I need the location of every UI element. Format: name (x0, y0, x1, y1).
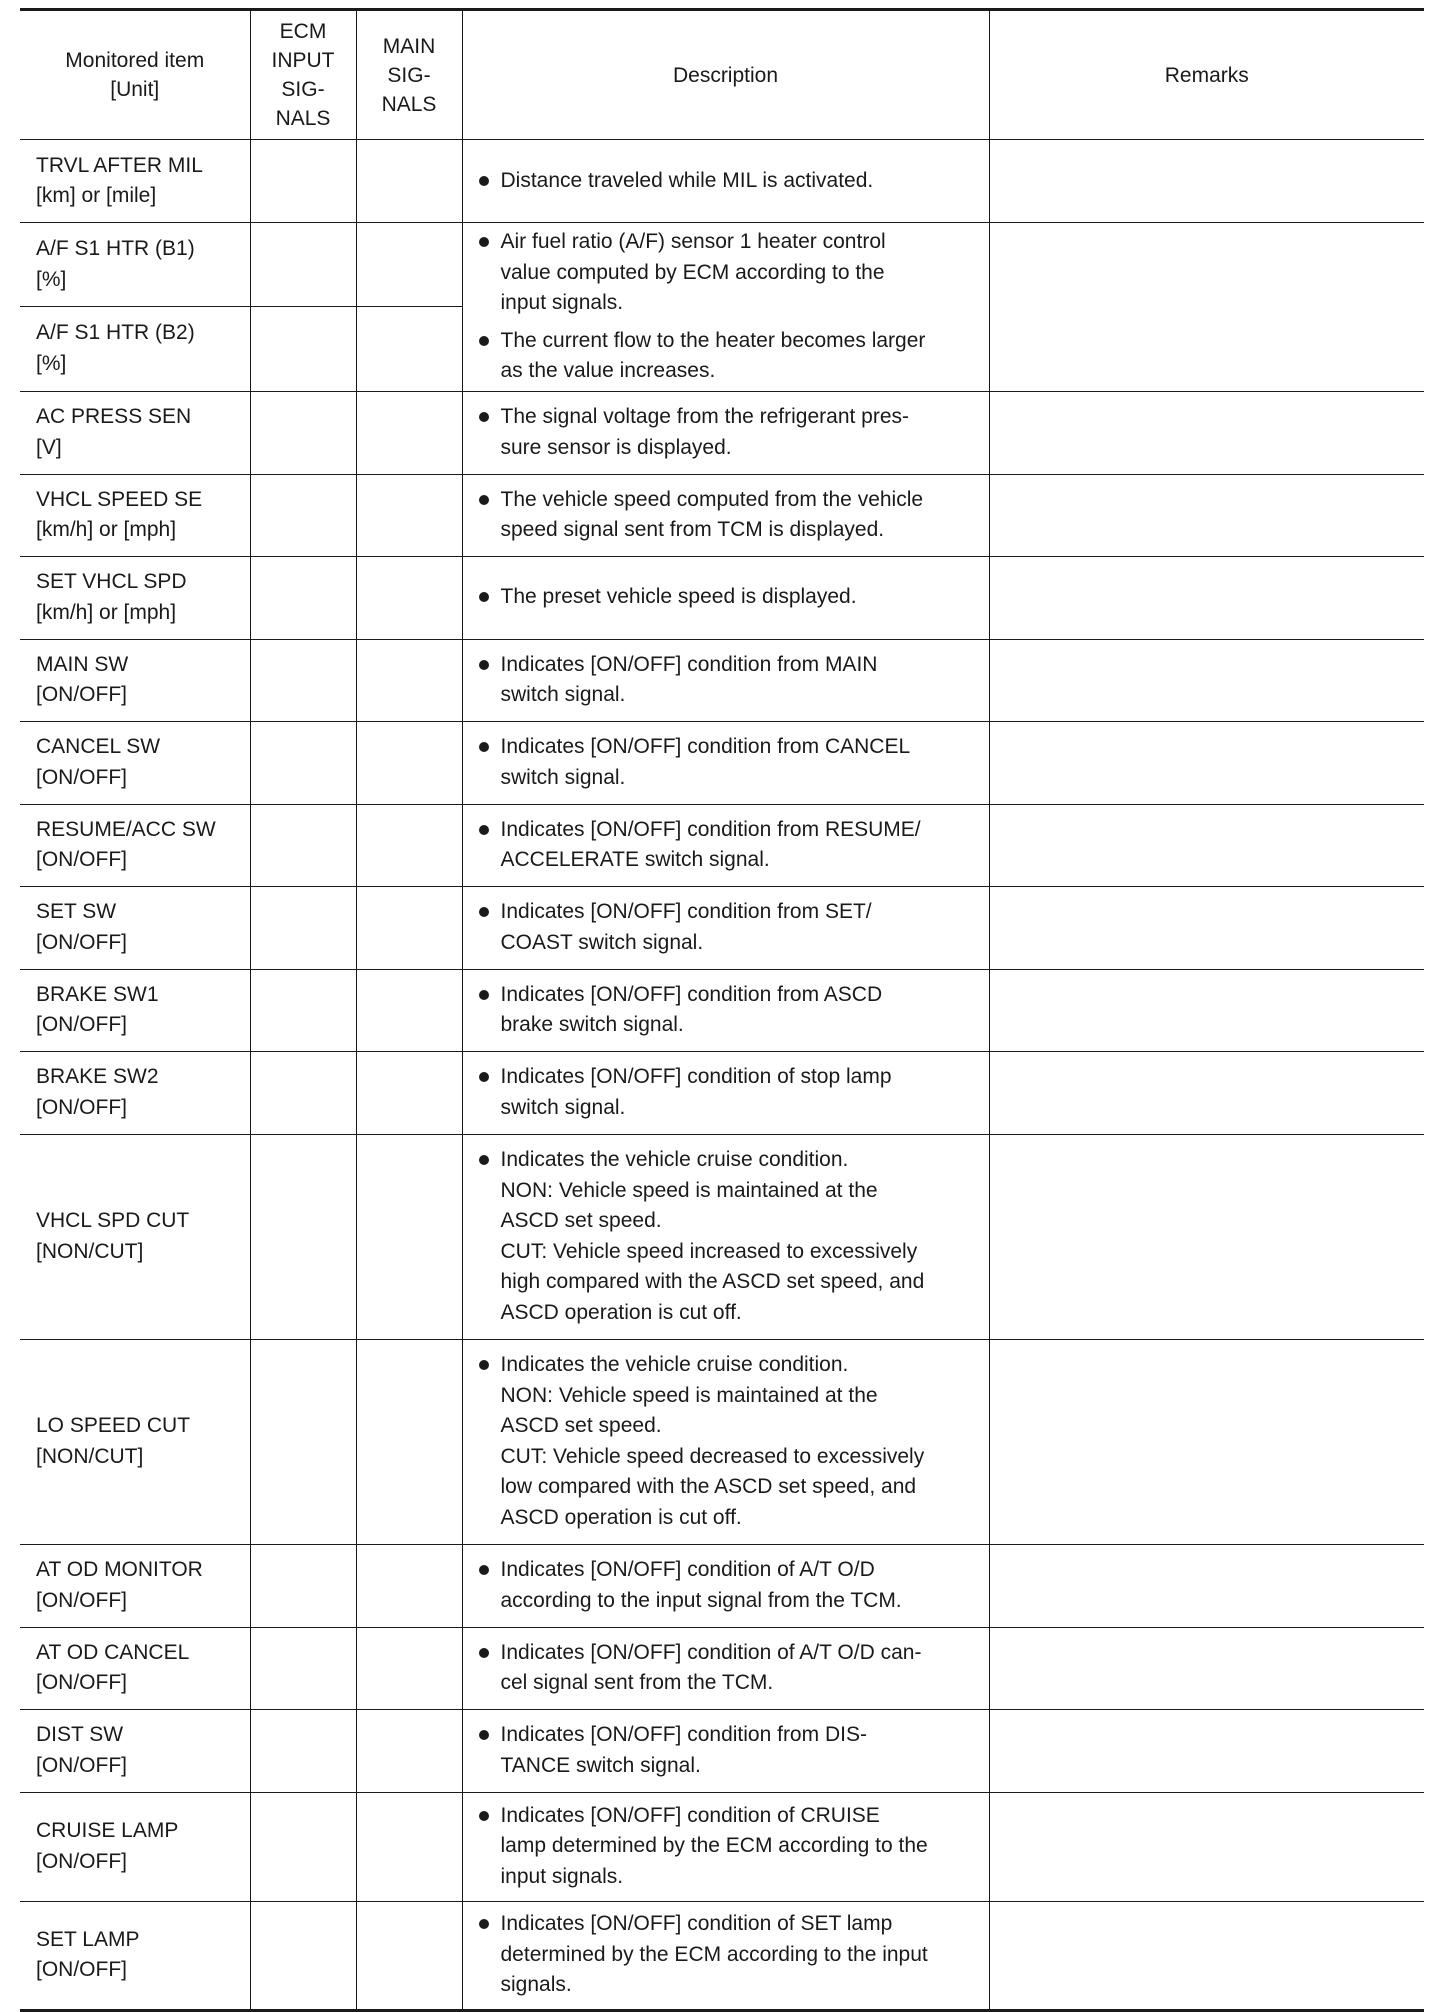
remarks-cell (989, 639, 1424, 721)
monitored-item-line: [ON/OFF] (36, 930, 127, 954)
remarks-cell (989, 1134, 1424, 1339)
description-cell (462, 721, 989, 804)
main-signals-cell (356, 307, 462, 391)
ecm-input-signals-cell (250, 721, 356, 804)
bullet-line: Indicates [ON/OFF] condition from CANCEL (500, 735, 911, 758)
description-bullet (477, 980, 981, 1041)
remarks-cell (989, 1051, 1424, 1134)
main-signals-cell (356, 969, 462, 1051)
monitored-item-line: [ON/OFF] (36, 1849, 127, 1873)
monitored-item-cell (20, 140, 250, 223)
monitored-item-cell (20, 1051, 250, 1134)
bullet-line: Indicates [ON/OFF] condition from MAIN (500, 652, 878, 676)
bullet-line: CUT: Vehicle speed increased to excessively (500, 1239, 918, 1263)
monitored-item-cell (20, 886, 250, 969)
table-row (20, 391, 1424, 474)
monitored-item-line: A/F S1 HTR (B1) (36, 237, 195, 261)
description-bullet (477, 1638, 981, 1699)
table-row (20, 886, 1424, 969)
bullet-line: TANCE switch signal. (500, 1753, 701, 1777)
monitored-item-cell (20, 639, 250, 721)
ecm-input-signals-cell (250, 1051, 356, 1134)
bullet-dot-icon (479, 1360, 489, 1370)
description-bullet (477, 1145, 981, 1328)
description-cell (462, 223, 989, 392)
bullet-line: NON: Vehicle speed is maintained at the (500, 1383, 878, 1407)
description-bullet (477, 227, 981, 319)
table-row (20, 804, 1424, 886)
remarks-cell (989, 886, 1424, 969)
main-signals-cell (356, 1339, 462, 1544)
ecm-input-signals-cell (250, 391, 356, 474)
bullet-text (501, 1350, 981, 1533)
remarks-cell (989, 969, 1424, 1051)
bullet-line: Indicates the vehicle cruise condition. (500, 1148, 849, 1171)
main-signals-cell (356, 804, 462, 886)
monitored-item-line: [%] (36, 351, 67, 375)
bullet-line: NON: Vehicle speed is maintained at the (500, 1178, 878, 1202)
bullet-text (501, 1909, 981, 2001)
bullet-line: ASCD operation is cut off. (500, 1300, 742, 1324)
ecm-input-signals-cell (250, 639, 356, 721)
main-signals-cell (356, 721, 462, 804)
monitored-item-line: CRUISE LAMP (36, 1819, 179, 1842)
bullet-line: Indicates [ON/OFF] condition of stop lamp (500, 1065, 892, 1088)
bullet-line: Indicates [ON/OFF] condition of A/T O/D can- (500, 1640, 922, 1664)
bullet-line: COAST switch signal. (500, 930, 704, 954)
bullet-line: The signal voltage from the refrigerant pres- (500, 405, 910, 428)
description-cell (462, 556, 989, 639)
bullet-dot-icon (479, 825, 489, 835)
remarks-cell (989, 223, 1424, 392)
bullet-line: Distance traveled while MIL is activated. (500, 168, 874, 192)
bullet-dot-icon (479, 495, 489, 505)
ecm-input-signals-cell (250, 556, 356, 639)
bullet-dot-icon (479, 660, 489, 670)
remarks-cell (989, 556, 1424, 639)
ecm-input-signals-cell (250, 1792, 356, 1901)
bullet-line: input signals. (500, 1864, 624, 1888)
description-cell (462, 1134, 989, 1339)
monitored-item-line: [ON/OFF] (36, 848, 127, 871)
description-bullet (477, 650, 981, 711)
monitored-item-line: AT OD CANCEL (36, 1640, 190, 1664)
monitored-item-line: AC PRESS SEN (36, 405, 192, 428)
monitored-item-line: CANCEL SW (36, 735, 161, 758)
bullet-text (501, 582, 981, 613)
table-row (20, 721, 1424, 804)
bullet-text (501, 485, 981, 546)
ecm-input-signals-cell (250, 1134, 356, 1339)
bullet-line: The current flow to the heater becomes larger (500, 328, 926, 352)
remarks-cell (989, 1339, 1424, 1544)
monitored-items-table (20, 8, 1424, 2012)
description-cell (462, 1901, 989, 2010)
ecm-input-signals-cell (250, 140, 356, 223)
main-signals-cell (356, 474, 462, 556)
bullet-line: ACCELERATE switch signal. (500, 848, 770, 871)
table-row (20, 474, 1424, 556)
description-bullet (477, 732, 981, 793)
bullet-line: Indicates [ON/OFF] condition of A/T O/D (500, 1558, 875, 1581)
bullet-line: value computed by ECM according to the (500, 260, 885, 284)
bullet-line: speed signal sent from TCM is displayed. (500, 518, 885, 541)
remarks-cell (989, 474, 1424, 556)
bullet-dot-icon (479, 412, 489, 422)
description-bullet (477, 1555, 981, 1616)
monitored-item-cell (20, 969, 250, 1051)
monitored-item-line: TRVL AFTER MIL (36, 153, 203, 177)
description-cell (462, 1792, 989, 1901)
table-body (20, 140, 1424, 2011)
table-row (20, 1709, 1424, 1792)
bullet-dot-icon (479, 1155, 489, 1165)
monitored-item-line: LO SPEED CUT (36, 1414, 191, 1437)
monitored-item-cell (20, 1709, 250, 1792)
main-signals-cell (356, 1709, 462, 1792)
description-bullet (477, 166, 981, 197)
description-cell (462, 804, 989, 886)
monitored-item-line: [ON/OFF] (36, 1013, 127, 1036)
description-cell (462, 639, 989, 721)
description-cell (462, 1627, 989, 1709)
bullet-text (501, 1720, 981, 1781)
monitored-item-line: MAIN SW (36, 652, 129, 676)
bullet-dot-icon (479, 176, 489, 186)
monitored-item-cell (20, 1792, 250, 1901)
description-bullet (477, 1801, 981, 1893)
description-cell (462, 391, 989, 474)
main-signals-cell (356, 1627, 462, 1709)
monitored-item-cell (20, 1901, 250, 2010)
bullet-text (501, 1062, 981, 1123)
monitored-item-cell (20, 721, 250, 804)
bullet-text (501, 227, 981, 319)
bullet-dot-icon (479, 1648, 489, 1658)
bullet-line: lamp determined by the ECM according to the (500, 1834, 928, 1858)
main-signals-cell (356, 1901, 462, 2010)
remarks-cell (989, 391, 1424, 474)
monitored-item-line: [km/h] or [mph] (36, 600, 177, 624)
table-header-row (20, 10, 1424, 140)
monitored-item-cell (20, 307, 250, 391)
header-main-signals: MAIN SIG- NALS (356, 10, 462, 140)
monitored-item-line: VHCL SPEED SE (36, 487, 203, 511)
bullet-text (501, 1145, 981, 1328)
monitored-item-cell (20, 556, 250, 639)
bullet-text (501, 1801, 981, 1893)
bullet-dot-icon (479, 592, 489, 602)
bullet-line: signals. (500, 1973, 572, 1997)
monitored-item-cell (20, 1134, 250, 1339)
header-ecm-input-signals: ECM INPUT SIG- NALS (250, 10, 356, 140)
description-bullet (477, 1350, 981, 1533)
description-bullet (477, 485, 981, 546)
monitored-item-line: AT OD MONITOR (36, 1558, 203, 1581)
description-cell (462, 886, 989, 969)
bullet-text (501, 897, 981, 958)
description-cell (462, 140, 989, 223)
bullet-line: Air fuel ratio (A/F) sensor 1 heater control (500, 230, 886, 253)
bullet-dot-icon (479, 1730, 489, 1740)
monitored-item-line: [ON/OFF] (36, 765, 127, 789)
monitored-item-line: [NON/CUT] (36, 1444, 144, 1468)
monitored-item-line: [ON/OFF] (36, 683, 127, 706)
description-cell (462, 1051, 989, 1134)
bullet-line: Indicates [ON/OFF] condition from RESUME/ (500, 817, 921, 841)
bullet-line: switch signal. (500, 765, 626, 789)
bullet-text (501, 650, 981, 711)
main-signals-cell (356, 1134, 462, 1339)
bullet-line: switch signal. (500, 1095, 626, 1119)
description-cell (462, 474, 989, 556)
ecm-input-signals-cell (250, 1339, 356, 1544)
header-monitored-item: Monitored item [Unit] (20, 10, 250, 140)
bullet-line: Indicates [ON/OFF] condition of SET lamp (500, 1912, 893, 1936)
table-row (20, 639, 1424, 721)
main-signals-cell (356, 1051, 462, 1134)
bullet-text (501, 980, 981, 1041)
monitored-item-line: BRAKE SW1 (36, 982, 159, 1006)
bullet-line: low compared with the ASCD set speed, and (500, 1475, 917, 1498)
bullet-dot-icon (479, 336, 489, 346)
remarks-cell (989, 1901, 1424, 2010)
bullet-text (501, 1555, 981, 1616)
bullet-dot-icon (479, 990, 489, 1000)
table-row (20, 969, 1424, 1051)
monitored-item-cell (20, 391, 250, 474)
bullet-dot-icon (479, 237, 489, 247)
table-row (20, 1544, 1424, 1627)
monitored-item-line: [ON/OFF] (36, 1958, 127, 1981)
remarks-cell (989, 140, 1424, 223)
description-bullet (477, 582, 981, 613)
monitored-item-line: [V] (36, 435, 62, 459)
main-signals-cell (356, 140, 462, 223)
ecm-input-signals-cell (250, 804, 356, 886)
table-row (20, 556, 1424, 639)
description-cell (462, 969, 989, 1051)
bullet-line: Indicates [ON/OFF] condition from DIS- (500, 1723, 867, 1746)
bullet-dot-icon (479, 907, 489, 917)
main-signals-cell (356, 223, 462, 307)
description-bullet (477, 815, 981, 876)
description-bullet (477, 897, 981, 958)
table-row (20, 1627, 1424, 1709)
description-cell (462, 1544, 989, 1627)
monitored-item-cell (20, 1339, 250, 1544)
remarks-cell (989, 1544, 1424, 1627)
table-row (20, 223, 1424, 307)
bullet-dot-icon (479, 1919, 489, 1929)
bullet-text (501, 732, 981, 793)
header-remarks: Remarks (989, 10, 1424, 140)
monitored-item-line: [%] (36, 267, 67, 291)
monitored-item-line: [NON/CUT] (36, 1239, 144, 1263)
monitored-item-cell (20, 1544, 250, 1627)
bullet-line: ASCD set speed. (500, 1414, 662, 1437)
monitored-item-line: SET SW (36, 900, 117, 923)
ecm-input-signals-cell (250, 307, 356, 391)
monitored-item-line: SET LAMP (36, 1927, 140, 1951)
description-cell (462, 1709, 989, 1792)
table-row (20, 1051, 1424, 1134)
bullet-line: Indicates [ON/OFF] condition of CRUISE (500, 1803, 880, 1827)
monitored-item-line: A/F S1 HTR (B2) (36, 321, 195, 345)
table-row (20, 1134, 1424, 1339)
table-row (20, 1792, 1424, 1901)
main-signals-cell (356, 1544, 462, 1627)
table-row (20, 1901, 1424, 2010)
main-signals-cell (356, 556, 462, 639)
main-signals-cell (356, 639, 462, 721)
bullet-line: input signals. (500, 291, 624, 314)
bullet-line: determined by the ECM according to the input (500, 1942, 928, 1966)
header-description: Description (462, 10, 989, 140)
ecm-input-signals-cell (250, 1627, 356, 1709)
ecm-input-signals-cell (250, 1544, 356, 1627)
monitored-item-cell (20, 1627, 250, 1709)
ecm-input-signals-cell (250, 1901, 356, 2010)
remarks-cell (989, 721, 1424, 804)
bullet-line: The preset vehicle speed is displayed. (500, 585, 857, 609)
description-bullet (477, 1062, 981, 1123)
main-signals-cell (356, 886, 462, 969)
main-signals-cell (356, 391, 462, 474)
description-cell (462, 1339, 989, 1544)
monitored-item-line: [ON/OFF] (36, 1095, 127, 1119)
monitored-item-line: BRAKE SW2 (36, 1065, 159, 1088)
ecm-input-signals-cell (250, 474, 356, 556)
monitored-item-line: RESUME/ACC SW (36, 817, 216, 841)
monitored-item-cell (20, 223, 250, 307)
bullet-line: brake switch signal. (500, 1013, 684, 1036)
bullet-line: high compared with the ASCD set speed, and (500, 1270, 925, 1293)
bullet-line: ASCD set speed. (500, 1209, 662, 1232)
monitored-item-line: [ON/OFF] (36, 1753, 127, 1777)
bullet-text (501, 326, 981, 387)
bullet-line: as the value increases. (500, 359, 716, 382)
bullet-line: The vehicle speed computed from the vehicle (500, 487, 924, 511)
remarks-cell (989, 804, 1424, 886)
bullet-line: switch signal. (500, 683, 626, 706)
monitored-item-line: DIST SW (36, 1723, 124, 1746)
bullet-dot-icon (479, 1811, 489, 1821)
description-bullet (477, 326, 981, 387)
main-signals-cell (356, 1792, 462, 1901)
bullet-text (501, 402, 981, 463)
bullet-line: Indicates [ON/OFF] condition from ASCD (500, 982, 883, 1006)
remarks-cell (989, 1709, 1424, 1792)
monitored-item-line: VHCL SPD CUT (36, 1209, 190, 1232)
description-bullet (477, 1720, 981, 1781)
table-row (20, 140, 1424, 223)
bullet-text (501, 1638, 981, 1699)
table-row (20, 1339, 1424, 1544)
bullet-line: CUT: Vehicle speed decreased to excessively (500, 1444, 925, 1468)
ecm-input-signals-cell (250, 1709, 356, 1792)
bullet-line: Indicates [ON/OFF] condition from SET/ (500, 900, 872, 923)
ecm-input-signals-cell (250, 223, 356, 307)
bullet-line: Indicates the vehicle cruise condition. (500, 1353, 849, 1376)
ecm-input-signals-cell (250, 886, 356, 969)
description-bullet (477, 1909, 981, 2001)
bullet-text (501, 166, 981, 197)
remarks-cell (989, 1627, 1424, 1709)
remarks-cell (989, 1792, 1424, 1901)
bullet-dot-icon (479, 742, 489, 752)
monitored-item-line: SET VHCL SPD (36, 570, 187, 593)
monitored-item-line: [ON/OFF] (36, 1588, 127, 1612)
bullet-text (501, 815, 981, 876)
bullet-line: ASCD operation is cut off. (500, 1505, 742, 1529)
ecm-input-signals-cell (250, 969, 356, 1051)
monitored-item-line: [km] or [mile] (36, 184, 157, 207)
monitored-item-line: [km/h] or [mph] (36, 518, 177, 541)
monitored-item-line: [ON/OFF] (36, 1671, 127, 1694)
bullet-line: sure sensor is displayed. (500, 435, 732, 459)
bullet-dot-icon (479, 1072, 489, 1082)
monitored-item-cell (20, 474, 250, 556)
bullet-line: according to the input signal from the TCM. (500, 1588, 902, 1612)
monitored-item-cell (20, 804, 250, 886)
bullet-dot-icon (479, 1565, 489, 1575)
description-bullet (477, 402, 981, 463)
bullet-line: cel signal sent from the TCM. (500, 1671, 774, 1694)
